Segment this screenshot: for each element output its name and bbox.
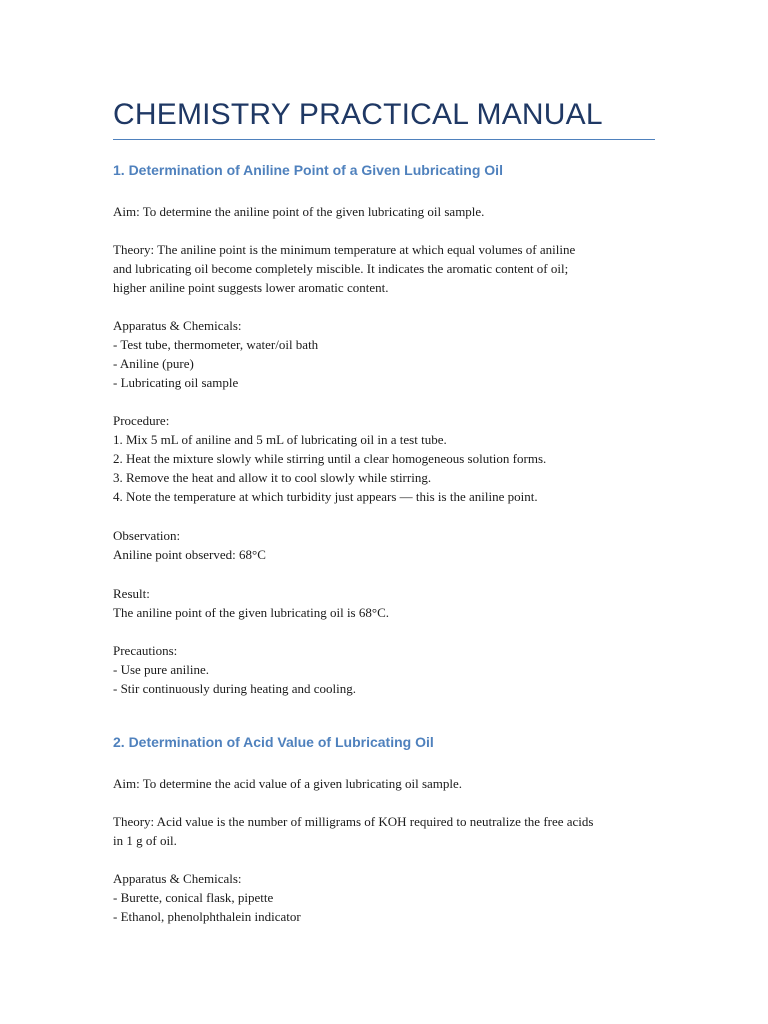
result-block	[113, 584, 655, 622]
precaution-item: - Stir continuously during heating and cooling.	[113, 681, 356, 696]
apparatus-item: - Test tube, thermometer, water/oil bath	[113, 337, 319, 352]
precautions-list	[113, 641, 655, 698]
section-heading-aniline-point: 1. Determination of Aniline Point of a Given Lubricating Oil	[113, 162, 503, 178]
procedure-step: 1. Mix 5 mL of aniline and 5 mL of lubricating oil in a test tube.	[113, 432, 447, 447]
aim-paragraph	[113, 202, 655, 221]
procedure-list	[113, 411, 655, 506]
result-label: Result:	[113, 586, 150, 601]
precaution-item: - Use pure aniline.	[113, 662, 210, 677]
observation-value: Aniline point observed: 68°C	[113, 547, 266, 562]
theory-line: Theory: Acid value is the number of milligrams of KOH required to neutralize the free acids	[113, 814, 594, 829]
theory-line: higher aniline point suggests lower aromatic content.	[113, 280, 389, 295]
apparatus-item: - Burette, conical flask, pipette	[113, 890, 274, 905]
theory-paragraph	[113, 240, 655, 297]
apparatus-item: - Lubricating oil sample	[113, 375, 239, 390]
observation-block	[113, 526, 655, 564]
procedure-step: 2. Heat the mixture slowly while stirring until a clear homogeneous solution forms.	[113, 451, 547, 466]
apparatus-list	[113, 869, 655, 926]
section-heading-acid-value: 2. Determination of Acid Value of Lubricating Oil	[113, 734, 434, 750]
aim-paragraph	[113, 774, 655, 793]
document-title: CHEMISTRY PRACTICAL MANUAL	[113, 98, 603, 131]
aim-text: Aim: To determine the acid value of a given lubricating oil sample.	[113, 776, 463, 791]
aim-text: Aim: To determine the aniline point of the given lubricating oil sample.	[113, 204, 485, 219]
theory-line: in 1 g of oil.	[113, 833, 177, 848]
apparatus-list	[113, 316, 655, 392]
apparatus-label: Apparatus & Chemicals:	[113, 318, 242, 333]
observation-label: Observation:	[113, 528, 181, 543]
title-divider	[113, 139, 655, 140]
theory-line: and lubricating oil become completely miscible. It indicates the aromatic content of oil;	[113, 261, 569, 276]
result-value: The aniline point of the given lubricating oil is 68°C.	[113, 605, 389, 620]
procedure-step: 3. Remove the heat and allow it to cool slowly while stirring.	[113, 470, 432, 485]
document-page	[113, 0, 655, 1024]
procedure-label: Procedure:	[113, 413, 170, 428]
apparatus-item: - Ethanol, phenolphthalein indicator	[113, 909, 301, 924]
apparatus-item: - Aniline (pure)	[113, 356, 194, 371]
precautions-label: Precautions:	[113, 643, 178, 658]
apparatus-label: Apparatus & Chemicals:	[113, 871, 242, 886]
procedure-step: 4. Note the temperature at which turbidity just appears — this is the aniline point.	[113, 489, 538, 504]
theory-paragraph	[113, 812, 655, 850]
theory-line: Theory: The aniline point is the minimum temperature at which equal volumes of aniline	[113, 242, 576, 257]
